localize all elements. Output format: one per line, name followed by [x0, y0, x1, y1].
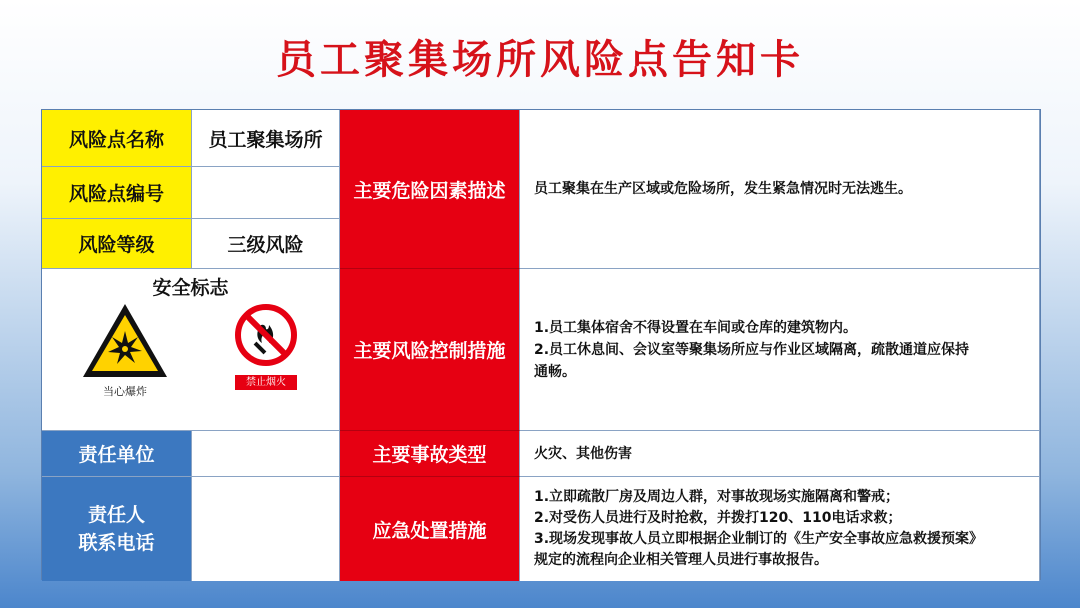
- emergency-label: 应急处置措施: [340, 477, 520, 581]
- hazard-label: 主要危险因素描述: [340, 110, 520, 269]
- risk-card: [41, 109, 1041, 580]
- responsible-person-label: [42, 477, 192, 581]
- emergency-text: [520, 477, 1040, 581]
- responsible-person-line2: 联系电话: [78, 532, 155, 554]
- risk-code-label: 风险点编号: [42, 167, 192, 219]
- responsible-unit-value: [192, 431, 340, 477]
- control-label: 主要风险控制措施: [340, 269, 520, 431]
- control-line-3: 通畅。: [534, 363, 576, 380]
- risk-name-value: 员工聚集场所: [192, 110, 340, 167]
- emergency-line-4: 规定的流程向企业相关管理人员进行事故报告。: [534, 552, 828, 568]
- control-line-2: 2.员工休息间、会议室等聚集场所应与作业区域隔离，疏散通道应保持: [534, 341, 970, 358]
- hazard-text: 员工聚集在生产区域或危险场所，发生紧急情况时无法逃生。: [520, 110, 1040, 269]
- emergency-line-2: 2.对受伤人员进行及时抢救，并拨打120、110电话求救；: [534, 510, 902, 526]
- explosion-warning-icon: [80, 301, 170, 381]
- no-fire-icon: [234, 303, 298, 367]
- accident-label: 主要事故类型: [340, 431, 520, 477]
- responsible-unit-label-text: 责任单位: [78, 444, 155, 466]
- risk-level-value: 三级风险: [192, 219, 340, 269]
- control-text: [520, 269, 1040, 431]
- risk-name-label: 风险点名称: [42, 110, 192, 167]
- responsible-person-value: [192, 477, 340, 581]
- safety-signs-panel: [42, 269, 340, 431]
- sign1-label: 当心爆炸: [103, 385, 147, 398]
- emergency-lines: [534, 487, 983, 571]
- page-title: 员工聚集场所风险点告知卡: [276, 37, 804, 83]
- sign2-label: 禁止烟火: [235, 375, 297, 390]
- safety-signs-title: 安全标志: [152, 277, 229, 299]
- control-line-1: 1.员工集体宿舍不得设置在车间或仓库的建筑物内。: [534, 319, 858, 336]
- responsible-unit-label: [42, 431, 192, 477]
- control-lines: [534, 317, 969, 383]
- risk-code-value: [192, 167, 340, 219]
- emergency-line-1: 1.立即疏散厂房及周边人群，对事故现场实施隔离和警戒；: [534, 489, 900, 505]
- accident-text: 火灾、其他伤害: [520, 431, 1040, 477]
- risk-level-label: 风险等级: [42, 219, 192, 269]
- responsible-person-line1: 责任人: [87, 504, 145, 526]
- emergency-line-3: 3.现场发现事故人员立即根据企业制订的《生产安全事故应急救援预案》: [534, 531, 984, 547]
